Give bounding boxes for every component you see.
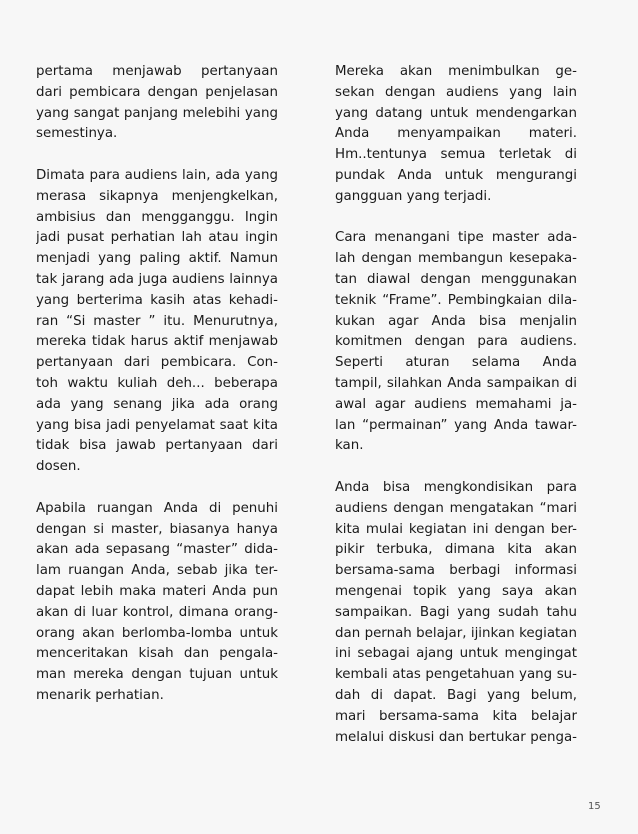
text-line: teknik “Frame”. Pembingkaian dila- [335, 292, 577, 308]
text-line: ran “Si master ” itu. Menurutnya, [36, 313, 278, 329]
text-line: kembali atas pengetahuan yang su- [335, 667, 577, 683]
text-line: sekan dengan audiens yang lain [335, 84, 577, 100]
text-line: dapat lebih maka materi Anda pun [36, 583, 278, 599]
text-line: Anda menyampaikan materi. [335, 126, 577, 142]
paragraph [335, 62, 577, 208]
text-line: akan di luar kontrol, dimana orang- [36, 604, 278, 620]
text-line: semestinya. [36, 126, 118, 142]
text-line: dan pernah belajar, ijinkan kegiatan [335, 625, 577, 641]
text-line: yang berterima kasih atas kehadi- [36, 292, 278, 308]
text-line: tan diawal dengan menggunakan [335, 271, 577, 287]
text-line: awal agar audiens memahami ja- [335, 396, 577, 412]
text-line: tak jarang ada juga audiens lainnya [36, 271, 278, 287]
text-line: yang sangat panjang melebihi yang [36, 105, 278, 121]
text-line: pertanyaan dari pembicara. Con- [36, 355, 278, 371]
text-line: orang akan berlomba-lomba untuk [36, 625, 278, 641]
text-line: lah dengan membangun kesepaka- [335, 251, 577, 267]
text-line: lan “permainan” yang Anda tawar- [335, 417, 577, 433]
text-line: dosen. [36, 459, 81, 475]
text-line: merasa sikapnya menjengkelkan, [36, 188, 278, 204]
text-line: menarik perhatian. [36, 687, 164, 703]
text-line: mengenai topik yang saya akan [335, 583, 577, 599]
paragraph [335, 228, 577, 457]
text-line: gangguan yang terjadi. [335, 188, 492, 204]
page-number: 15 [588, 801, 601, 812]
text-line: sampaikan. Bagi yang sudah tahu [335, 604, 577, 620]
text-line: Hm..tentunya semua terletak di [335, 147, 577, 163]
paragraph [36, 499, 278, 707]
right-column [335, 62, 577, 748]
text-line: ada yang senang jika ada orang [36, 396, 278, 412]
text-line: yang datang untuk mendengarkan [335, 105, 577, 121]
text-line: dah di dapat. Bagi yang belum, [335, 687, 577, 703]
paragraph-gap [36, 145, 278, 166]
text-line: dengan si master, biasanya hanya [36, 521, 278, 537]
text-line: pikir terbuka, dimana kita akan [335, 542, 577, 558]
text-line: lam ruangan Anda, sebab jika ter- [36, 563, 278, 579]
paragraph [36, 62, 278, 145]
text-line: audiens dengan mengatakan “mari [335, 500, 577, 516]
text-line: Anda bisa mengkondisikan para [335, 479, 577, 495]
text-line: yang bisa jadi penyelamat saat kita [36, 417, 278, 433]
text-line: mari bersama-sama kita belajar [335, 708, 577, 724]
text-line: Dimata para audiens lain, ada yang [36, 167, 278, 183]
text-line: kukan agar Anda bisa menjalin [335, 313, 577, 329]
text-line: mereka tidak harus aktif menjawab [36, 334, 278, 350]
text-line: menjadi yang paling aktif. Namun [36, 251, 278, 267]
text-line: dari pembicara dengan penjelasan [36, 84, 278, 100]
text-line: menceritakan kisah dan pengala- [36, 646, 278, 662]
text-line: ambisius dan mengganggu. Ingin [36, 209, 278, 225]
text-line: pertama menjawab pertanyaan [36, 64, 278, 79]
text-line: kita mulai kegiatan ini dengan ber- [335, 521, 577, 537]
paragraph-gap [335, 208, 577, 229]
text-line: bersama-sama berbagi informasi [335, 563, 577, 579]
paragraph [36, 166, 278, 478]
text-line: toh waktu kuliah deh... beberapa [36, 375, 278, 391]
paragraph-gap [335, 457, 577, 478]
text-line: man mereka dengan tujuan untuk [36, 667, 278, 683]
text-line: Seperti aturan selama Anda [335, 355, 577, 371]
text-line: ini sebagai ajang untuk mengingat [335, 646, 577, 662]
text-line: tidak bisa jawab pertanyaan dari [36, 438, 278, 454]
text-line: komitmen dengan para audiens. [335, 334, 577, 350]
text-line: akan ada sepasang “master” dida- [36, 542, 278, 558]
text-line: melalui diskusi dan bertukar penga- [335, 729, 577, 745]
text-line: pundak Anda untuk mengurangi [335, 167, 577, 183]
paragraph-gap [36, 478, 278, 499]
left-column [36, 62, 278, 707]
text-line: jadi pusat perhatian lah atau ingin [36, 230, 278, 246]
text-line: kan. [335, 438, 364, 454]
text-line: Mereka akan menimbulkan ge- [335, 64, 577, 79]
text-line: Cara menangani tipe master ada- [335, 230, 577, 246]
paragraph [335, 478, 577, 748]
text-line: tampil, silahkan Anda sampaikan di [335, 375, 577, 391]
text-line: Apabila ruangan Anda di penuhi [36, 500, 278, 516]
